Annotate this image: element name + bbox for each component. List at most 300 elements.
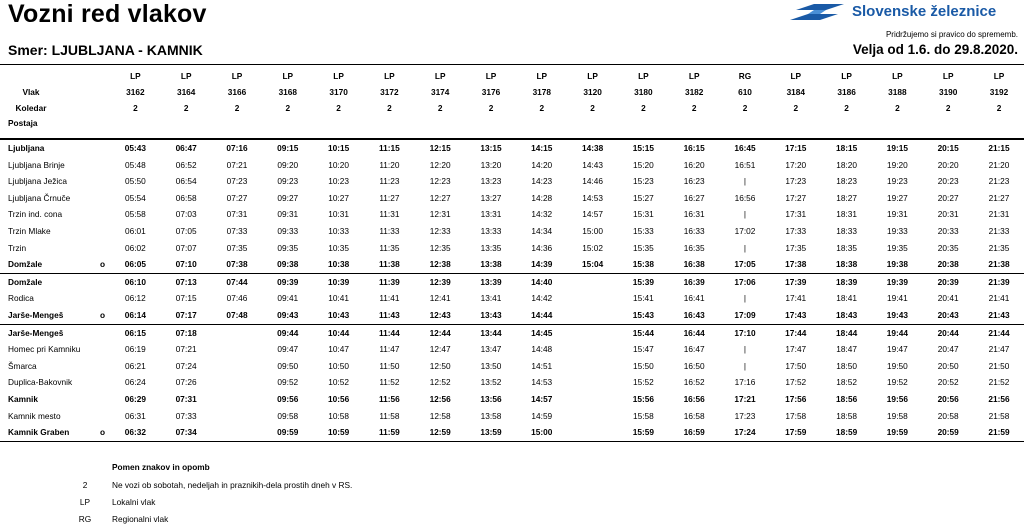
table-cell: 10:35 bbox=[328, 242, 349, 253]
table-cell: 06:12 bbox=[125, 293, 146, 304]
station-name: Kamnik Graben bbox=[8, 427, 70, 438]
table-cell: 16:20 bbox=[683, 159, 705, 170]
table-cell: LP bbox=[587, 71, 598, 81]
station-name: Kamnik bbox=[8, 393, 38, 404]
table-cell: 15:38 bbox=[632, 259, 654, 270]
table-cell: 07:35 bbox=[226, 242, 248, 253]
table-cell: 14:32 bbox=[531, 209, 553, 220]
table-cell: 14:43 bbox=[582, 159, 603, 170]
table-cell: 3182 bbox=[684, 87, 704, 97]
table-cell: 13:59 bbox=[480, 427, 502, 438]
table-cell: 15:56 bbox=[632, 393, 654, 404]
table-cell: 09:44 bbox=[277, 327, 299, 338]
table-cell: 17:16 bbox=[734, 377, 756, 388]
table-cell: 10:15 bbox=[327, 143, 350, 153]
table-cell: 15:33 bbox=[633, 225, 654, 236]
table-cell: 3184 bbox=[786, 87, 806, 97]
table-cell: LP bbox=[434, 71, 446, 81]
table-cell: 20:20 bbox=[937, 159, 959, 170]
table-cell: 21:58 bbox=[988, 410, 1010, 421]
table-cell: 07:24 bbox=[175, 360, 197, 371]
table-cell: 07:16 bbox=[226, 143, 248, 153]
table-cell: 12:23 bbox=[429, 176, 451, 187]
table-cell: 2 bbox=[844, 103, 849, 113]
table-cell: | bbox=[743, 176, 747, 187]
table-cell: 14:57 bbox=[531, 393, 553, 404]
table-cell: 10:31 bbox=[328, 209, 349, 220]
table-cell: 11:31 bbox=[379, 209, 400, 220]
table-cell: 19:38 bbox=[886, 259, 908, 270]
table-cell: LP bbox=[942, 71, 954, 81]
table-cell: 12:38 bbox=[429, 259, 451, 270]
table-cell: 10:44 bbox=[327, 327, 350, 338]
table-cell: 06:32 bbox=[124, 427, 146, 438]
table-cell: 06:14 bbox=[124, 309, 146, 320]
table-cell: 12:39 bbox=[429, 276, 451, 287]
table-cell: 16:35 bbox=[683, 242, 705, 253]
table-cell: 07:21 bbox=[175, 344, 197, 355]
table-cell: 21:56 bbox=[988, 393, 1010, 404]
table-cell: 16:39 bbox=[683, 276, 705, 287]
table-cell: 14:59 bbox=[531, 410, 553, 421]
stop-marker: o bbox=[100, 309, 106, 320]
table-cell: 13:41 bbox=[480, 293, 502, 304]
table-row bbox=[0, 157, 1024, 174]
table-cell: 2 bbox=[996, 103, 1002, 113]
table-cell: 3166 bbox=[227, 87, 247, 97]
table-cell: 21:44 bbox=[988, 327, 1010, 338]
table-cell: 19:15 bbox=[886, 143, 908, 153]
table-cell: 18:56 bbox=[835, 393, 858, 404]
table-cell: 20:56 bbox=[937, 393, 959, 404]
table-cell: 19:43 bbox=[886, 309, 908, 320]
table-cell: 06:15 bbox=[124, 327, 146, 338]
table-cell: 11:27 bbox=[379, 192, 400, 203]
table-cell: 13:43 bbox=[480, 309, 502, 320]
table-cell: 19:52 bbox=[887, 377, 908, 388]
table-cell: 18:47 bbox=[836, 344, 857, 355]
table-cell: 3168 bbox=[278, 87, 298, 97]
table-cell: 21:31 bbox=[988, 209, 1010, 220]
table-cell: 3174 bbox=[430, 87, 450, 97]
table-cell: | bbox=[743, 293, 747, 304]
table-cell: 05:54 bbox=[125, 192, 146, 203]
table-cell: 3176 bbox=[481, 87, 501, 97]
table-cell: 15:41 bbox=[633, 293, 654, 304]
table-cell: 13:23 bbox=[480, 176, 502, 187]
table-cell: 11:47 bbox=[379, 344, 400, 355]
table-cell: 09:35 bbox=[277, 242, 299, 253]
table-cell: 18:50 bbox=[836, 360, 857, 371]
table-cell: 17:23 bbox=[785, 176, 807, 187]
table-cell: 2 bbox=[336, 103, 341, 113]
table-cell: 20:35 bbox=[937, 242, 959, 253]
legend-item bbox=[0, 497, 520, 511]
table-cell: 19:33 bbox=[887, 225, 908, 236]
table-cell: 17:50 bbox=[785, 360, 807, 371]
station-name: Ljubljana Brinje bbox=[8, 159, 65, 170]
table-cell: 10:59 bbox=[327, 427, 350, 438]
table-cell: 18:35 bbox=[836, 242, 857, 253]
table-cell: 06:10 bbox=[124, 276, 146, 287]
table-cell: 11:20 bbox=[379, 159, 400, 170]
table-cell: 06:58 bbox=[175, 192, 197, 203]
table-cell: 07:07 bbox=[175, 242, 197, 253]
table-row bbox=[0, 240, 1024, 257]
table-cell: 3164 bbox=[176, 87, 196, 97]
table-cell: 17:02 bbox=[734, 225, 756, 236]
table-cell: 17:56 bbox=[785, 393, 807, 404]
table-cell: 17:35 bbox=[785, 242, 807, 253]
table-cell: 16:56 bbox=[734, 192, 756, 203]
table-cell: 14:48 bbox=[531, 344, 553, 355]
table-cell: 16:50 bbox=[683, 360, 705, 371]
table-cell: 2 bbox=[437, 103, 443, 113]
table-cell: 15:00 bbox=[531, 427, 553, 438]
table-cell: 12:27 bbox=[429, 192, 451, 203]
legend-text: Regionalni vlak bbox=[112, 514, 169, 524]
table-cell: 16:47 bbox=[683, 344, 705, 355]
table-cell: 07:15 bbox=[175, 293, 197, 304]
table-cell: 18:33 bbox=[836, 225, 857, 236]
table-cell: 14:57 bbox=[582, 209, 603, 220]
table-cell: 12:20 bbox=[429, 159, 451, 170]
table-cell: 12:35 bbox=[429, 242, 451, 253]
table-cell: 20:27 bbox=[937, 192, 959, 203]
table-cell: 11:35 bbox=[379, 242, 400, 253]
table-cell: 13:56 bbox=[480, 393, 502, 404]
station-header-row bbox=[0, 116, 1024, 138]
table-cell: 07:46 bbox=[226, 293, 248, 304]
table-cell: 13:15 bbox=[480, 143, 502, 153]
table-cell: 17:52 bbox=[785, 377, 807, 388]
station-label: Postaja bbox=[8, 118, 38, 128]
table-cell: 14:20 bbox=[531, 159, 553, 170]
table-cell: 07:18 bbox=[175, 327, 197, 338]
station-name: Domžale bbox=[8, 276, 43, 287]
station-name: Homec pri Kamniku bbox=[8, 344, 81, 355]
table-cell: 17:10 bbox=[734, 327, 756, 338]
table-cell: 11:39 bbox=[379, 276, 400, 287]
table-cell: 13:50 bbox=[480, 360, 502, 371]
station-name: Trzin Mlake bbox=[8, 225, 51, 236]
table-cell: 10:52 bbox=[328, 377, 349, 388]
calendar-row bbox=[0, 100, 1024, 116]
sz-logo bbox=[790, 2, 1000, 26]
table-cell: 09:31 bbox=[277, 209, 299, 220]
table-cell: 16:44 bbox=[683, 327, 705, 338]
table-cell: 21:47 bbox=[988, 344, 1010, 355]
table-cell: 07:34 bbox=[175, 427, 197, 438]
table-cell: 14:39 bbox=[531, 259, 553, 270]
table-cell: 17:59 bbox=[785, 427, 807, 438]
station-name: Ljubljana bbox=[8, 143, 45, 153]
table-cell: 11:58 bbox=[379, 410, 400, 421]
table-cell: 07:33 bbox=[226, 225, 248, 236]
table-cell: 10:58 bbox=[328, 410, 349, 421]
table-cell: 06:21 bbox=[125, 360, 146, 371]
legend-item bbox=[0, 514, 520, 528]
table-cell: 12:31 bbox=[429, 209, 451, 220]
validity-period: Velja od 1.6. do 29.8.2020. bbox=[852, 42, 1018, 57]
table-cell: 18:31 bbox=[836, 209, 857, 220]
table-cell: 20:33 bbox=[937, 225, 959, 236]
table-cell: LP bbox=[333, 71, 344, 81]
table-cell: 17:05 bbox=[734, 259, 756, 270]
brand-name: Slovenske železnice bbox=[852, 3, 997, 20]
table-cell: 11:44 bbox=[379, 327, 400, 338]
stop-marker: o bbox=[100, 427, 106, 438]
table-cell: LP bbox=[536, 71, 548, 81]
table-cell: LP bbox=[688, 71, 700, 81]
table-cell: LP bbox=[892, 71, 903, 81]
table-cell: 12:41 bbox=[429, 293, 451, 304]
table-cell: 15:35 bbox=[633, 242, 654, 253]
table-cell: 17:06 bbox=[734, 276, 756, 287]
table-cell: 21:20 bbox=[988, 159, 1010, 170]
table-cell: 14:51 bbox=[531, 360, 553, 371]
table-cell: 07:23 bbox=[226, 176, 248, 187]
table-cell: 17:09 bbox=[734, 309, 756, 320]
table-cell: 15:44 bbox=[632, 327, 654, 338]
table-cell: 15:15 bbox=[632, 143, 654, 153]
table-cell: 12:58 bbox=[429, 410, 451, 421]
table-row bbox=[0, 173, 1024, 190]
table-cell: 2 bbox=[641, 103, 646, 113]
table-cell: 2 bbox=[945, 103, 951, 113]
table-cell: 16:27 bbox=[683, 192, 705, 203]
table-cell: 3180 bbox=[634, 87, 653, 97]
legend-title: Pomen znakov in opomb bbox=[112, 462, 210, 472]
table-cell: 17:15 bbox=[785, 143, 807, 153]
table-cell: 12:33 bbox=[429, 225, 451, 236]
table-cell: 14:42 bbox=[531, 293, 553, 304]
table-cell: 11:33 bbox=[379, 225, 400, 236]
route-direction: Smer: LJUBLJANA - KAMNIK bbox=[8, 42, 203, 58]
train-number-row bbox=[0, 84, 1024, 100]
table-cell: 12:50 bbox=[429, 360, 451, 371]
table-cell: 18:39 bbox=[835, 276, 858, 287]
table-cell: 06:01 bbox=[125, 225, 146, 236]
table-cell: 18:44 bbox=[835, 327, 858, 338]
table-cell: 19:35 bbox=[887, 242, 908, 253]
table-cell: 10:43 bbox=[327, 309, 350, 320]
table-cell: 3162 bbox=[126, 87, 145, 97]
table-row bbox=[0, 341, 1024, 358]
table-cell: LP bbox=[384, 71, 395, 81]
table-cell: 13:31 bbox=[480, 209, 502, 220]
table-cell: 11:15 bbox=[379, 143, 400, 153]
table-cell: 15:50 bbox=[633, 360, 654, 371]
table-cell: 06:31 bbox=[125, 410, 146, 421]
table-cell: 21:59 bbox=[988, 427, 1010, 438]
table-cell: 2 bbox=[691, 103, 697, 113]
table-cell: 14:45 bbox=[531, 327, 553, 338]
table-cell: 19:41 bbox=[887, 293, 908, 304]
legend-code: 2 bbox=[82, 480, 88, 490]
table-cell: 10:50 bbox=[328, 360, 349, 371]
table-cell: 13:35 bbox=[480, 242, 502, 253]
table-cell: LP bbox=[638, 71, 649, 81]
table-cell: LP bbox=[993, 71, 1005, 81]
table-cell: 10:56 bbox=[327, 393, 350, 404]
calendar-label: Koledar bbox=[15, 103, 47, 113]
table-cell: 19:59 bbox=[886, 427, 908, 438]
table-cell: 07:33 bbox=[175, 410, 197, 421]
table-cell: 18:52 bbox=[836, 377, 857, 388]
table-cell: 07:31 bbox=[175, 393, 197, 404]
table-cell: 16:59 bbox=[683, 427, 705, 438]
table-cell: | bbox=[743, 209, 747, 220]
station-name: Šmarca bbox=[8, 360, 37, 371]
table-cell: 2 bbox=[183, 103, 189, 113]
station-name: Trzin bbox=[8, 242, 27, 253]
table-cell: 07:38 bbox=[226, 259, 248, 270]
table-cell: 07:48 bbox=[226, 309, 248, 320]
table-cell: 14:40 bbox=[531, 276, 553, 287]
table-cell: 06:19 bbox=[125, 344, 146, 355]
table-cell: 12:43 bbox=[429, 309, 451, 320]
legend-item bbox=[0, 480, 520, 494]
table-cell: 21:15 bbox=[988, 143, 1010, 153]
table-cell: 19:27 bbox=[887, 192, 908, 203]
table-cell: 21:27 bbox=[988, 192, 1010, 203]
table-cell: 18:15 bbox=[835, 143, 858, 153]
table-cell: 10:47 bbox=[328, 344, 349, 355]
table-cell: 18:20 bbox=[836, 159, 857, 170]
table-cell: 06:02 bbox=[125, 242, 146, 253]
table-cell: 3178 bbox=[532, 87, 552, 97]
table-cell: 15:20 bbox=[633, 159, 654, 170]
table-cell: 10:23 bbox=[328, 176, 349, 187]
table-cell: 14:53 bbox=[582, 192, 603, 203]
table-cell: 07:13 bbox=[175, 276, 197, 287]
station-name: Ljubljana Črnuče bbox=[8, 192, 71, 203]
table-cell: 2 bbox=[590, 103, 595, 113]
table-cell: 21:52 bbox=[988, 377, 1010, 388]
table-cell: 3192 bbox=[989, 87, 1009, 97]
table-row bbox=[0, 140, 1024, 157]
station-name: Duplica-Bakovnik bbox=[8, 377, 73, 388]
table-cell: 12:47 bbox=[429, 344, 451, 355]
table-cell: 15:27 bbox=[633, 192, 654, 203]
table-cell: 2 bbox=[895, 103, 900, 113]
table-bottom-rule bbox=[0, 441, 1024, 442]
table-cell: 07:03 bbox=[175, 209, 197, 220]
table-cell: 21:39 bbox=[988, 276, 1010, 287]
table-cell: 14:15 bbox=[531, 143, 553, 153]
table-cell: 19:20 bbox=[887, 159, 908, 170]
table-row bbox=[0, 307, 1024, 324]
table-cell: 17:39 bbox=[785, 276, 807, 287]
sz-logo-icon bbox=[790, 2, 850, 24]
table-cell: 20:41 bbox=[937, 293, 959, 304]
table-cell: 17:58 bbox=[785, 410, 807, 421]
table-cell: 09:38 bbox=[277, 259, 299, 270]
table-row bbox=[0, 424, 1024, 441]
table-row bbox=[0, 408, 1024, 425]
table-cell: 14:46 bbox=[582, 176, 603, 187]
table-cell: 15:47 bbox=[633, 344, 654, 355]
table-cell: 19:31 bbox=[887, 209, 908, 220]
table-row bbox=[0, 190, 1024, 207]
table-cell: 11:43 bbox=[379, 309, 400, 320]
table-cell: 09:50 bbox=[277, 360, 299, 371]
table-cell: 19:58 bbox=[887, 410, 908, 421]
table-cell: 05:48 bbox=[125, 159, 146, 170]
table-row bbox=[0, 274, 1024, 291]
table-cell: 15:59 bbox=[632, 427, 654, 438]
table-cell: 10:27 bbox=[328, 192, 349, 203]
table-cell: 11:38 bbox=[379, 259, 400, 270]
table-cell: 20:43 bbox=[937, 309, 959, 320]
table-cell: 16:52 bbox=[683, 377, 705, 388]
table-cell: 20:15 bbox=[937, 143, 959, 153]
table-cell: 15:02 bbox=[582, 242, 603, 253]
timetable-body bbox=[0, 138, 1024, 442]
table-cell: 2 bbox=[539, 103, 545, 113]
table-cell: 13:20 bbox=[480, 159, 502, 170]
table-cell: 07:26 bbox=[175, 377, 197, 388]
reserve-note: Pridržujemo si pravico do sprememb. bbox=[885, 30, 1018, 39]
table-cell: 2 bbox=[488, 103, 494, 113]
table-cell: 19:47 bbox=[887, 344, 908, 355]
table-cell: LP bbox=[130, 71, 141, 81]
table-cell: 21:43 bbox=[988, 309, 1010, 320]
table-cell: 19:50 bbox=[887, 360, 908, 371]
table-cell: 20:44 bbox=[937, 327, 959, 338]
table-cell: | bbox=[743, 242, 747, 253]
table-cell: 19:39 bbox=[886, 276, 908, 287]
table-cell: 07:44 bbox=[226, 276, 248, 287]
table-cell: 05:58 bbox=[125, 209, 146, 220]
table-cell: LP bbox=[180, 71, 192, 81]
table-cell: 09:15 bbox=[277, 143, 299, 153]
table-cell: 05:50 bbox=[125, 176, 146, 187]
table-cell: 21:50 bbox=[988, 360, 1010, 371]
table-cell: 3172 bbox=[380, 87, 399, 97]
table-cell: 21:33 bbox=[988, 225, 1010, 236]
table-cell: 09:58 bbox=[277, 410, 299, 421]
table-cell: 17:38 bbox=[785, 259, 807, 270]
station-name: Kamnik mesto bbox=[8, 410, 61, 421]
table-cell: 16:31 bbox=[683, 209, 705, 220]
table-cell: 2 bbox=[742, 103, 748, 113]
table-cell: 13:58 bbox=[480, 410, 502, 421]
table-cell: 21:23 bbox=[988, 176, 1010, 187]
table-cell: | bbox=[743, 344, 747, 355]
table-cell: 10:39 bbox=[327, 276, 350, 287]
table-cell: 20:52 bbox=[937, 377, 959, 388]
table-cell: 06:05 bbox=[124, 259, 146, 270]
table-cell: 10:38 bbox=[327, 259, 350, 270]
table-cell: 12:52 bbox=[429, 377, 451, 388]
table-cell: 15:43 bbox=[632, 309, 654, 320]
table-cell: 11:52 bbox=[379, 377, 400, 388]
table-cell: 11:50 bbox=[379, 360, 400, 371]
table-cell: 20:47 bbox=[937, 344, 959, 355]
table-cell: LP bbox=[485, 71, 497, 81]
table-cell: 07:27 bbox=[226, 192, 248, 203]
table-cell: 3186 bbox=[837, 87, 856, 97]
table-cell: 11:59 bbox=[379, 427, 400, 438]
legend-code: RG bbox=[78, 514, 92, 524]
table-row bbox=[0, 391, 1024, 408]
table-cell: 20:23 bbox=[937, 176, 959, 187]
table-cell: 3120 bbox=[583, 87, 602, 97]
table-cell: 2 bbox=[133, 103, 138, 113]
train-label: Vlak bbox=[22, 87, 40, 97]
